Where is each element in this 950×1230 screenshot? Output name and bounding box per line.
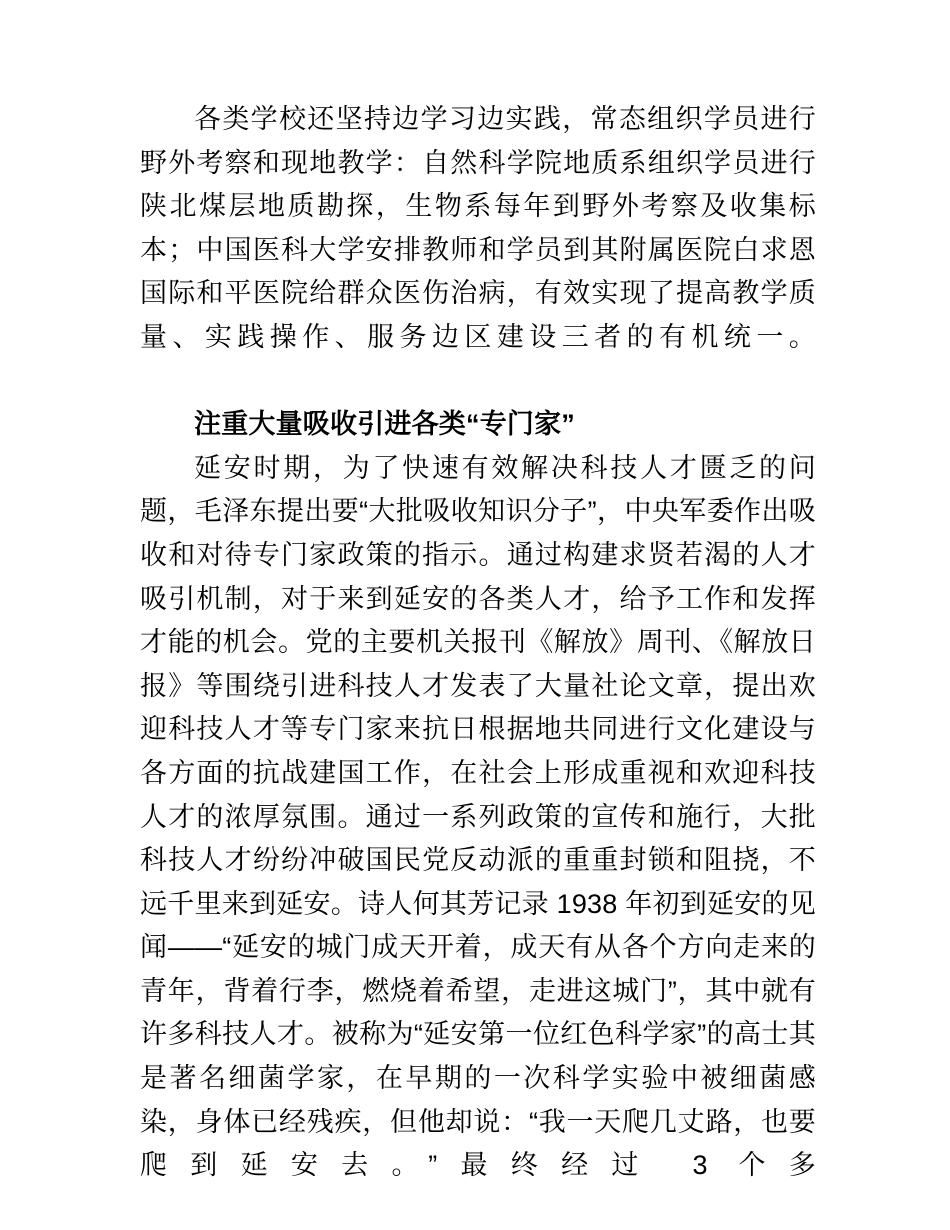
paragraph-yanan-talent: 延安时期，为了快速有效解决科技人才匮乏的问题，毛泽东提出要“大批吸收知识分子”，中央军委作出吸收和对待专门家政策的指示。通过构建求贤若渴的人才吸引机制，对于来到延安的各类人才，给予工作和发挥才能的机会。党的主要机关报刊《解放》周刊、《解放日报》等围绕引进科技人才发表了大量社论文章，提出欢迎科技人才等专门家来抗日根据地共同进行文化建设与各方面的抗战建国工作，在社会上形成重视和欢迎科技人才的浓厚氛围。通过一系列政策的宣传和施行，大批科技人才纷纷冲破国民党反动派的重重封锁和阻挠，不远千里来到延安。诗人何其芳记录 1938 年初到延安的见闻——“延安的城门成天开着，成天有从各个方向走来的青年，背着行李，燃烧着希望，走进这城门”，其中就有许多科技人才。被称为“延安第一位红色科学家”的高士其是著名细菌学家，在早期的一次科学实验中被细菌感染，身体已经残疾，但他却说：“我一天爬几丈路，也要爬到延安去。”最终经过 3 个多 [140, 452, 816, 1181]
text-column [140, 98, 816, 1230]
paragraph-schools-practice: 各类学校还坚持边学习边实践，常态组织学员进行野外考察和现地教学：自然科学院地质系组织学员进行陕北煤层地质勘探，生物系每年到野外考察及收集标本；中国医科大学安排教师和学员到其附属医院白求恩国际和平医院给群众医伤治病，有效实现了提高教学质量、实践操作、服务边区建设三者的有机统一。 [140, 104, 816, 352]
heading-specialists: 注重大量吸收引进各类“专门家” [194, 409, 575, 440]
